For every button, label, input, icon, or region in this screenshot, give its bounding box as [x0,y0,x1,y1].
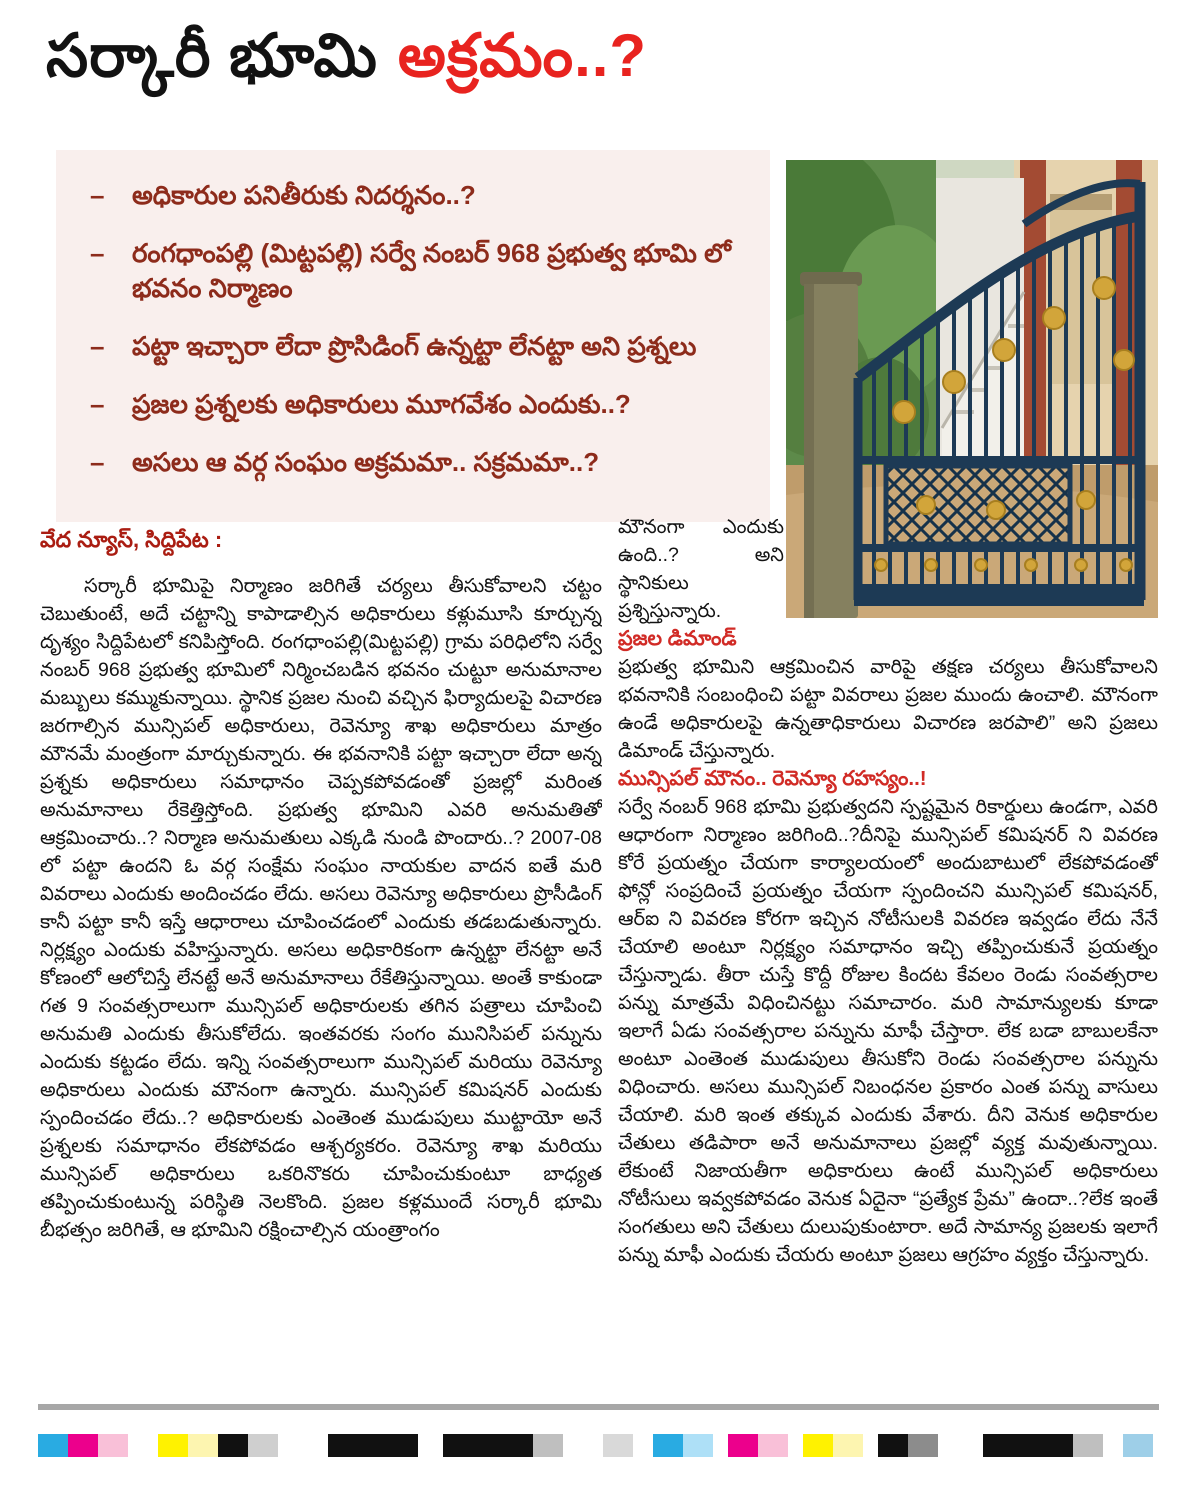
colorbar-segment [833,1434,863,1457]
colorbar-segment [728,1434,758,1457]
colorbar-segment [1123,1434,1153,1457]
colorbar-segment [713,1434,728,1457]
summary-bullet-box [56,150,770,522]
bullet-item [86,329,752,364]
page-title [46,18,647,93]
colorbar-segment [68,1434,98,1457]
colorbar-segment [328,1434,418,1457]
bullet-dash: – [90,180,105,210]
byline: వేద న్యూస్, సిద్దిపేట : [40,527,223,552]
headline-red-part: అక్రమం..? [397,22,648,89]
colorbar-segment [908,1434,938,1457]
para-municipal-silence: సర్వే నంబర్ 968 భూమి ప్రభుత్వదని స్పష్టమైన రికార్డులు ఉండగా, ఎవరి ఆధారంగా నిర్మాణం జరిగింది..?దీనిపై మున్సిపల్ కమిషనర్ ని వివరణ కోరే ప్రయత్నం చేయగా కార్యాలయంలో అందుబాటులో లేకపోవడంతో ఫోన్లో సంప్రదించే ప్రయత్నం చేయగా స్పందించని మున్సిపల్ కమిషనర్, ఆర్ఐ ని వివరణ కోరగా ఇచ్చిన నోటీసులకి వివరణ ఇవ్వడం లేదు నేనే చేయాలి అంటూ నిర్లక్ష్యం సమాధానం ఇచ్చి తప్పించుకునే ప్రయత్నం చేస్తున్నాడు. తీరా చుస్తే కొద్దీ రోజుల కిందట కేవలం రెండు సంవత్సరాల పన్ను మాత్రమే విధించినట్టు సమాచారం. మరి సామాన్యులకు కూడా ఇలాగే ఏడు సంవత్సరాల పన్నును మాఫీ చేస్తారా. లేక బడా బాబులకేనా అంటూ ఎంతెంత ముడుపులు తీసుకోని రెండు సంవత్సరాల పన్నును విధించారు. అసలు మున్సిపల్ నిబంధనల ప్రకారం ఎంత పన్ను వాసులు చేయాలి. మరి ఇంత తక్కువ ఎందుకు వేశారు. దీని వెనుక అధికారుల చేతులు తడిపారా అనే అనుమానాలు ప్రజల్లో వ్యక్త మవుతున్నాయి. లేకుంటే నిజాయతీగా అధికారులు ఉంటే మున్సిపల్ అధికారులు నోటీసులు ఇవ్వకపోవడం వెనుక ఏదైనా “ప్రత్యేక ప్రేమ” ఉందా..?లేక ఇంతే సంగతులు అని చేతులు దులుపుకుంటారా. అదే సామాన్య ప్రజలకు ఇలాగే పన్ను మాఫీ ఎందుకు చేయరు అంటూ ప్రజలు ఆగ్రహం వ్యక్తం చేస్తున్నారు. [618,796,1158,1266]
colorbar-segment [158,1434,188,1457]
colorbar-segment [533,1434,563,1457]
right-column [618,513,1158,1385]
bullet-text: పట్టా ఇచ్చారా లేదా ప్రొసిడింగ్ ఉన్నట్టా లేనట్టా అని ప్రశ్నలు [132,331,697,362]
right-intro-text: మౌనంగా ఎందుకు ఉంది..? అని స్థానికులు ప్రశ్నిస్తున్నారు. [618,516,784,622]
subhead-public-demand: ప్రజల డిమాండ్ [618,627,737,650]
colorbar-segment [803,1434,833,1457]
bullet-item [86,178,752,213]
colorbar-segment [938,1434,983,1457]
bullet-dash: – [90,447,105,478]
colorbar-segment [633,1434,653,1457]
subhead-municipal-silence: మున్సిపల్ మౌనం.. రెవెన్యూ రహస్యం..! [618,767,927,790]
bullet-item [86,236,752,306]
bullet-text: అధికారుల పనితీరుకు నిదర్శనం..? [132,180,476,210]
colorbar-segment [563,1434,603,1457]
colorbar-segment [788,1434,803,1457]
colorbar-segment [218,1434,248,1457]
colorbar-segment [1103,1434,1123,1457]
left-column [40,527,602,1385]
colorbar-segment [418,1434,443,1457]
colorbar-segment [603,1434,633,1457]
para-public-demand: ప్రభుత్వ భూమిని ఆక్రమించిన వారిపై తక్షణ చర్యలు తీసుకోవాలని భవనానికి సంబంధించి పట్టా వివరాలు ప్రజల ముందు ఉంచాలి. మౌనంగా ఉండే అధికారులపై ఉన్నతాధికారులు విచారణ జరపాలి” అని ప్రజలు డిమాండ్ చేస్తున్నారు. [618,656,1158,762]
colorbar-segment [128,1434,158,1457]
colorbar-segment [443,1434,533,1457]
print-colorbar [38,1434,1159,1457]
colorbar-segment [653,1434,683,1457]
bullet-text: ప్రజల ప్రశ్నలకు అధికారులు మూగవేశం ఎందుకు..? [132,389,631,420]
bullet-text: రంగధాంపల్లి (మిట్టపల్లి) సర్వే నంబర్ 968 ప్రభుత్వ భూమి లో భవనం నిర్మాణం [132,238,731,304]
left-paragraph: సర్కారీ భూమిపై నిర్మాణం జరిగితే చర్యలు తీసుకోవాలని చట్టం చెబుతుంటే, అదే చట్టాన్ని కాపాడాల్సిన అధికారులు కళ్లుమూసి కూర్చున్న దృశ్యం సిద్దిపేటలో కనిపిస్తోంది. రంగధాంపల్లి(మిట్టపల్లి) గ్రామ పరిధిలోని సర్వే నంబర్ 968 ప్రభుత్వ భూమిలో నిర్మించబడిన భవనం చుట్టూ అనుమానాల మబ్బులు కమ్ముకున్నాయి. స్థానిక ప్రజల నుంచి వచ్చిన ఫిర్యాదులపై విచారణ జరగాల్సిన మున్సిపల్ అధికారులు, రెవెన్యూ శాఖ అధికారులు మాత్రం మౌనమే మంత్రంగా మార్చుకున్నారు. ఈ భవనానికి పట్టా ఇచ్చారా లేదా అన్న ప్రశ్నకు అధికారులు సమాధానం చెప్పకపోవడంతో ప్రజల్లో మరింత అనుమానాలు రేకెత్తిస్తోంది. ప్రభుత్వ భూమిని ఎవరి అనుమతితో ఆక్రమించారు..? నిర్మాణ అనుమతులు ఎక్కడి నుండి పొందారు..? 2007-08 లో పట్టా ఉందని ఓ వర్గ సంక్షేమ సంఘం నాయకుల వాదన ఐతే మరి వివరాలు ఎందుకు అందించడం లేదు. అసలు రెవెన్యూ అధికారులు ప్రొసీడింగ్ కానీ పట్టా కానీ ఇస్తే ఆధారాలు చూపించడంలో ఎందుకు తడబడుతున్నారు. నిర్లక్ష్యం ఎందుకు వహిస్తున్నారు. అసలు అధికారికంగా ఉన్నట్టా లేనట్టా అనే కోణంలో ఆలోచిస్తే లేనట్టే అనే అనుమానాలు రేకేతిస్తున్నాయి. అంతే కాకుండా గత 9 సంవత్సరాలుగా మున్సిపల్ అధికారులకు తగిన పత్రాలు చూపించి అనుమతి ఎందుకు తీసుకోలేదు. ఇంతవరకు సంగం మునిసిపల్ పన్నును ఎందుకు కట్టడం లేదు. ఇన్ని సంవత్సరాలుగా మున్సిపల్ మరియు రెవెన్యూ అధికారులు ఎందుకు మౌనంగా ఉన్నారు. మున్సిపల్ కమిషనర్ ఎందుకు స్పందించడం లేదు..? అధికారులకు ఎంతెంత ముడుపులు ముట్టాయో అనే ప్రశ్నలకు సమాధానం లేకపోవడం ఆశ్చర్యకరం. రెవెన్యూ శాఖ మరియు మున్సిపల్ అధికారులు ఒకరినొకరు చూపించుకుంటూ బాధ్యత తప్పించుకుంటున్న పరిస్థితి నెలకొంది. ప్రజల కళ్లముందే సర్కారీ భూమి బీభత్సం జరిగితే, ఆ భూమిని రక్షించాల్సిన యంత్రాంగం [40,575,602,1241]
colorbar-segment [98,1434,128,1457]
colorbar-segment [38,1434,68,1457]
colorbar-segment [983,1434,1073,1457]
bullet-dash: – [90,389,105,420]
colorbar-segment [1073,1434,1103,1457]
bullet-dash: – [90,331,105,362]
bullet-item [86,445,752,480]
colorbar-segment [878,1434,908,1457]
colorbar-segment [188,1434,218,1457]
colorbar-segment [278,1434,328,1457]
headline-black-part: సర్కారీ భూమి [46,22,378,89]
colorbar-segment [863,1434,878,1457]
bullet-text: అసలు ఆ వర్గ సంఘం అక్రమమా.. సక్రమమా..? [132,447,600,478]
colorbar-segment [758,1434,788,1457]
bottom-separator-line [38,1404,1159,1410]
colorbar-segment [248,1434,278,1457]
photo-wrap-spacer [784,513,1158,645]
bullet-dash: – [90,238,105,269]
colorbar-segment [683,1434,713,1457]
bullet-item [86,387,752,422]
